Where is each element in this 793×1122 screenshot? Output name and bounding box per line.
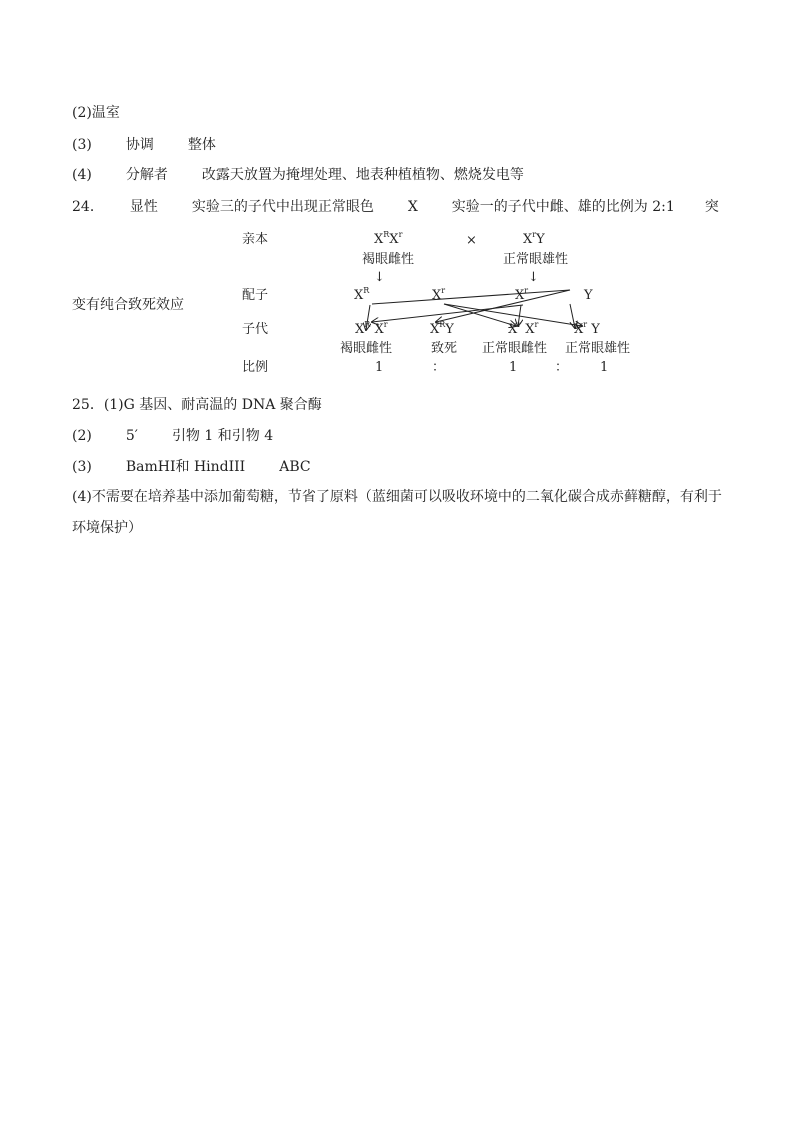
answer-text: 整体 bbox=[187, 137, 216, 153]
question-number: (4) bbox=[72, 167, 92, 183]
label-gamete: 配子 bbox=[242, 288, 269, 303]
offspring-phenotype: 致死 bbox=[431, 341, 458, 356]
answer-text: 协调 bbox=[125, 137, 154, 153]
answer-text: ABC bbox=[279, 459, 311, 475]
question-number: (2) bbox=[72, 428, 92, 444]
answer-text: 显性 bbox=[129, 199, 158, 215]
answer-25-4-line1 bbox=[72, 488, 722, 506]
question-number: (3) bbox=[72, 459, 92, 475]
male-phenotype: 正常眼雄性 bbox=[503, 252, 569, 267]
ratio-value: 1 bbox=[375, 360, 384, 375]
gamete-male-Y: Y bbox=[584, 288, 593, 303]
offspring-phenotype: 正常眼雄性 bbox=[565, 341, 631, 356]
cross-sign: × bbox=[466, 233, 477, 248]
answer-text: G 基因、耐高温的 DNA 聚合酶 bbox=[123, 397, 322, 413]
offspring-genotype: $X^RY$ bbox=[430, 320, 454, 337]
arrow-down-icon: ↓ bbox=[374, 270, 385, 285]
answer-25-3 bbox=[72, 458, 311, 476]
answer-text: 环境保护） bbox=[72, 520, 142, 536]
answer-text: BamHI和 HindIII bbox=[125, 459, 246, 475]
label-parent: 亲本 bbox=[242, 232, 269, 247]
answer-text: 温室 bbox=[91, 105, 120, 121]
offspring-genotype: $X^r$ $X^r$ bbox=[508, 320, 539, 337]
question-number: (2) bbox=[72, 105, 92, 121]
answer-text: 变有纯合致死效应 bbox=[72, 297, 184, 313]
label-offspring: 子代 bbox=[242, 322, 269, 337]
answer-text: X bbox=[407, 199, 418, 215]
answer-text: 引物 1 和引物 4 bbox=[171, 428, 274, 444]
gamete-female-xr: $X^r$ bbox=[432, 286, 446, 303]
question-number: (3) bbox=[72, 137, 92, 153]
answer-text: (4)不需要在培养基中添加葡萄糖，节省了原料（蓝细菌可以吸收环境中的二氧化碳合成赤藓糖醇，有利于 bbox=[72, 489, 722, 505]
answer-text: 突 bbox=[704, 199, 719, 215]
offspring-genotype: $X^r$ Y bbox=[574, 320, 600, 337]
answer-text: 实验三的子代中出现正常眼色 bbox=[191, 199, 374, 215]
answer-25-2 bbox=[72, 427, 273, 445]
gamete-female-xR: $X^R$ bbox=[354, 286, 370, 303]
offspring-phenotype: 褐眼雌性 bbox=[340, 341, 393, 356]
arrow-down-icon: ↓ bbox=[528, 270, 539, 285]
ratio-value: 1 bbox=[509, 360, 518, 375]
offspring-phenotype: 正常眼雌性 bbox=[482, 341, 548, 356]
female-genotype: $X^RX^r$ bbox=[374, 230, 403, 247]
offspring-genotype: $X^R$ $X^r$ bbox=[355, 320, 388, 337]
answer-25-4-line2 bbox=[72, 519, 142, 537]
gamete-male-xr: $X^r$ bbox=[515, 286, 529, 303]
female-phenotype: 褐眼雌性 bbox=[362, 252, 415, 267]
question-number: 24． bbox=[72, 199, 104, 215]
ratio-colon: ： bbox=[432, 360, 446, 375]
answer-text: 5′ bbox=[125, 428, 138, 444]
answer-text: 实验一的子代中雌、雄的比例为 2:1 bbox=[451, 199, 675, 215]
answer-text: 改露天放置为掩埋处理、地表种植植物、燃烧发电等 bbox=[201, 167, 524, 183]
ratio-value: 1 bbox=[600, 360, 609, 375]
answer-25-1 bbox=[72, 396, 322, 414]
male-genotype: $X^rY$ bbox=[523, 230, 545, 247]
ratio-colon: ： bbox=[555, 360, 569, 375]
label-ratio: 比例 bbox=[242, 360, 269, 375]
answer-text: 分解者 bbox=[125, 167, 168, 183]
question-number: 25．(1) bbox=[72, 397, 124, 413]
